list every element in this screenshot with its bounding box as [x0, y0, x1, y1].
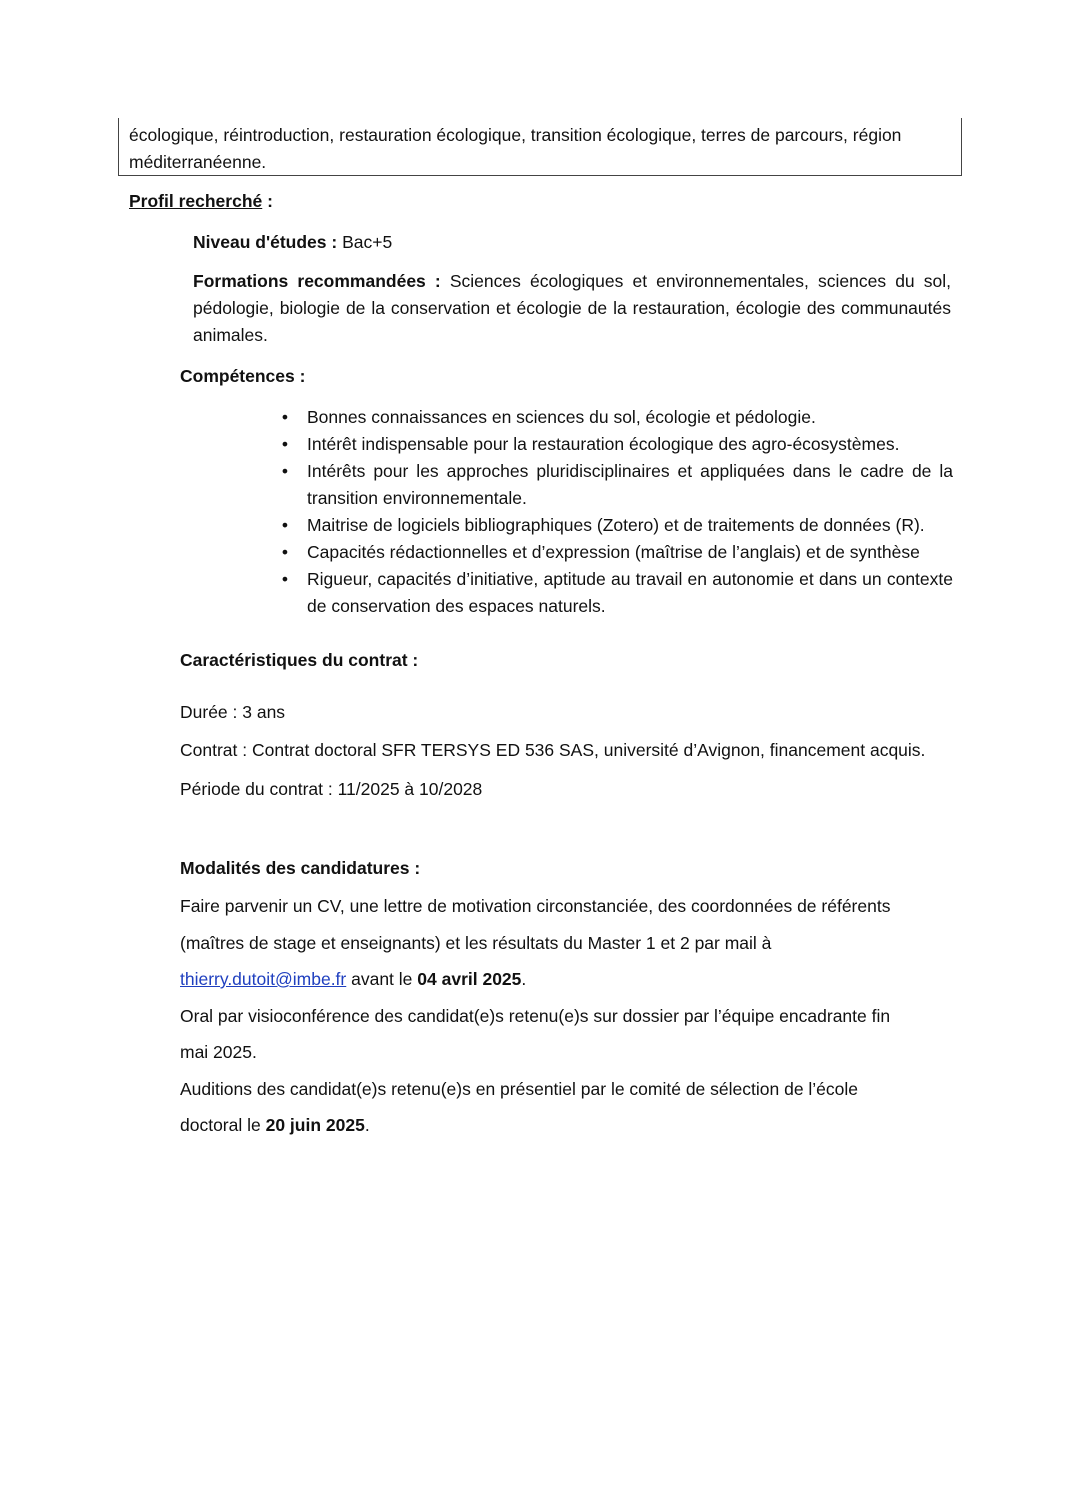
skill-text: Bonnes connaissances en sciences du sol, écologie et pédologie. — [307, 407, 816, 427]
email-link[interactable]: thierry.dutoit@imbe.fr — [180, 969, 347, 989]
keywords-text: écologique, réintroduction, restauration écologique, transition écologique, terres de parcours, région méditerranéenne. — [129, 125, 902, 172]
applications-line-7 — [180, 1114, 370, 1136]
applications-line-2: (maîtres de stage et enseignants) et les résultats du Master 1 et 2 par mail à — [180, 933, 772, 953]
skill-text: Maitrise de logiciels bibliographiques (Zotero) et de traitements de données (R). — [307, 515, 925, 535]
line7-prefix: doctoral le — [180, 1115, 266, 1135]
contract-type: Contrat : Contrat doctoral SFR TERSYS ED 536 SAS, université d’Avignon, financement acquis. — [180, 740, 926, 760]
before-label: avant le — [346, 969, 418, 989]
recommended-training — [193, 268, 951, 349]
list-item — [275, 539, 953, 566]
profile-heading-suffix: : — [262, 191, 273, 211]
deadline-date: 04 avril 2025 — [417, 969, 522, 989]
contract-period: Période du contrat : 11/2025 à 10/2028 — [180, 779, 483, 799]
study-level-label: Niveau d'études : — [193, 232, 338, 252]
skill-text: Intérêt indispensable pour la restauration écologique des agro-écosystèmes. — [307, 434, 900, 454]
list-item — [275, 404, 953, 431]
applications-line-3 — [180, 968, 526, 990]
list-item — [275, 566, 953, 620]
bullet-icon: • — [281, 515, 289, 535]
contract-heading: Caractéristiques du contrat : — [180, 650, 419, 670]
skills-list — [275, 404, 953, 620]
skills-heading: Compétences : — [180, 366, 306, 386]
applications-line-1: Faire parvenir un CV, une lettre de motivation circonstanciée, des coordonnées de référents — [180, 896, 891, 916]
list-item — [275, 512, 953, 539]
training-value: Sciences écologiques et environnementales, sciences du sol, pédologie, biologie de la conservation et écologie de la restauration, écologie des communautés animales. — [193, 271, 952, 345]
study-level — [193, 229, 951, 256]
audition-date: 20 juin 2025 — [265, 1115, 365, 1135]
line7-suffix: . — [364, 1115, 370, 1135]
skill-text: Intérêts pour les approches pluridisciplinaires et appliquées dans le cadre de la transition environnementale. — [307, 461, 953, 508]
deadline-suffix: . — [521, 969, 527, 989]
bullet-icon: • — [281, 569, 289, 589]
keywords-box — [118, 118, 962, 176]
applications-line-4: Oral par visioconférence des candidat(e)s retenu(e)s sur dossier par l’équipe encadrante fin — [180, 1006, 891, 1026]
profile-heading-label: Profil recherché — [129, 191, 263, 211]
bullet-icon: • — [281, 434, 289, 454]
training-label: Formations recommandées : — [193, 271, 441, 291]
bullet-icon: • — [281, 542, 289, 562]
skill-text: Capacités rédactionnelles et d’expression (maîtrise de l’anglais) et de synthèse — [307, 542, 920, 562]
list-item — [275, 458, 953, 512]
contract-duration: Durée : 3 ans — [180, 702, 286, 722]
applications-heading: Modalités des candidatures : — [180, 858, 421, 878]
profile-heading — [129, 189, 273, 213]
bullet-icon: • — [281, 461, 289, 481]
study-level-value: Bac+5 — [337, 232, 393, 252]
skill-text: Rigueur, capacités d’initiative, aptitude au travail en autonomie et dans un contexte de conservation des espaces naturels. — [307, 569, 953, 616]
bullet-icon: • — [281, 407, 289, 427]
applications-line-6: Auditions des candidat(e)s retenu(e)s en présentiel par le comité de sélection de l’école — [180, 1079, 859, 1099]
applications-line-5: mai 2025. — [180, 1042, 257, 1062]
list-item — [275, 431, 953, 458]
